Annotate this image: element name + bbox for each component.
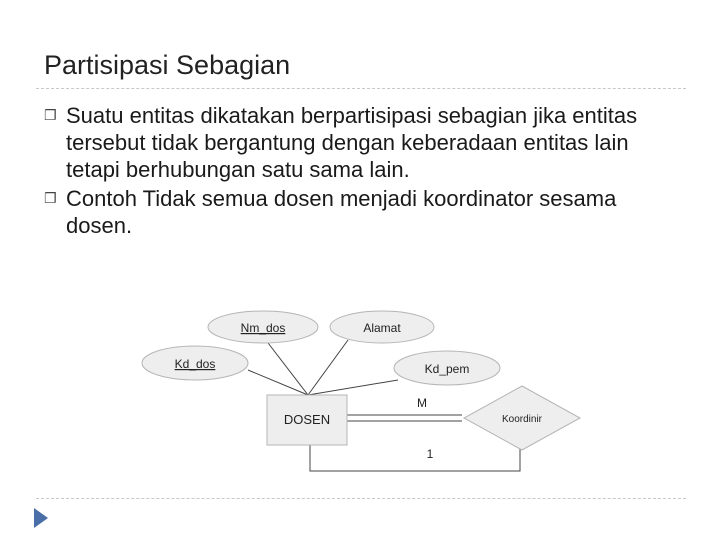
bullet-item-1: [44, 102, 684, 183]
attribute-kd-pem-label: Kd_pem: [424, 362, 470, 376]
footer-divider: [36, 498, 686, 499]
connector-alamat: [308, 340, 348, 395]
title-divider: [36, 88, 686, 89]
cardinality-one: 1: [426, 447, 434, 461]
link-one-loop: [310, 445, 520, 471]
nav-arrow-icon[interactable]: [34, 508, 48, 528]
er-diagram: [130, 300, 590, 480]
bullet-text-2: Contoh Tidak semua dosen menjadi koordinator sesama dosen.: [66, 186, 617, 238]
attribute-nm-dos-label: Nm_dos: [240, 321, 286, 335]
bullet-text-1: Suatu entitas dikatakan berpartisipasi sebagian jika entitas tersebut tidak bergantung dengan keberadaan entitas lain tetapi berhubungan satu sama lain.: [66, 103, 638, 182]
slide-title: Partisipasi Sebagian: [44, 50, 291, 80]
bullet-marker-icon: ❒: [44, 108, 57, 124]
cardinality-many: M: [417, 396, 427, 410]
entity-dosen-label: DOSEN: [283, 412, 331, 427]
bullet-item-2: [44, 185, 684, 239]
attribute-alamat-label: Alamat: [363, 321, 401, 335]
attribute-kd-dos-label: Kd_dos: [174, 357, 216, 371]
bullet-marker-icon: ❒: [44, 191, 57, 207]
relationship-koordinir-label: Koordinir: [501, 414, 543, 425]
connector-nm-dos: [265, 339, 308, 395]
bullet-list: [44, 102, 684, 241]
connector-kd-pem: [308, 380, 398, 395]
